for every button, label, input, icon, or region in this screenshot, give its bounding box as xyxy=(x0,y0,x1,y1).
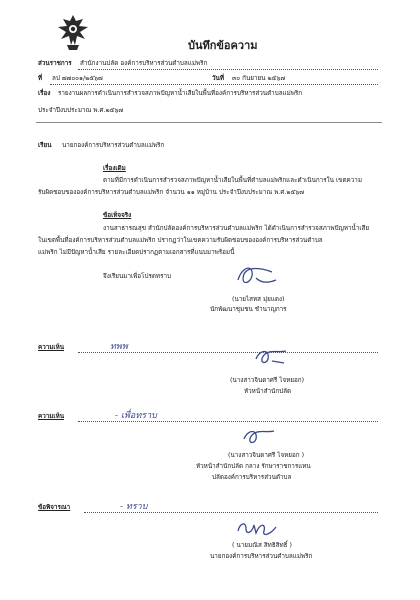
signer-3-title-1: หัวหน้าสำนักปลัด กลาง รักษาราชการแทน xyxy=(196,463,311,470)
memo-title: บันทึกข้อความ xyxy=(188,39,258,52)
signature-4-icon xyxy=(234,515,280,541)
date-label: วันที่ xyxy=(212,75,224,82)
date-value: ๓๐ กันยายน ๒๕๖๗ xyxy=(232,75,286,82)
decision-handwriting: - ทราบ xyxy=(120,502,148,512)
agency-label: ส่วนราชการ xyxy=(38,60,72,67)
signer-4-name: ( นายมณิส สิทธิสิทธิ์ ) xyxy=(232,542,292,549)
opinion-1-label: ความเห็น xyxy=(38,344,65,351)
origin-line-2: รับผิดชอบขององค์การบริหารส่วนตำบลแม่พริก จำนวน ๑๑ หมู่บ้าน ประจำปีงบประมาณ พ.ศ.๒๕๖๗ xyxy=(38,189,304,196)
to-value: นายกองค์การบริหารส่วนตำบลแม่พริก xyxy=(62,142,165,149)
ref-dotline xyxy=(50,84,378,85)
agency-dotline xyxy=(78,69,378,70)
signature-2-icon xyxy=(252,343,292,371)
opinion-1-handwriting: ทพพ xyxy=(110,342,128,352)
to-label: เรียน xyxy=(38,142,52,149)
origin-heading: เรื่องเดิม xyxy=(103,165,126,172)
signature-1-icon xyxy=(232,262,280,294)
closing-text: จึงเรียนมาเพื่อโปรดทราบ xyxy=(103,273,171,280)
signer-1-name: (นายไสหส มุ่ยแดง) xyxy=(232,296,285,303)
facts-heading: ข้อเท็จจริง xyxy=(103,212,132,219)
decision-label: ข้อพิจารณา xyxy=(38,504,71,511)
ref-value: ลป ๗๗๐๐๑/๒๕๖๗ xyxy=(52,75,103,82)
facts-line-2: ในเขตพื้นที่องค์การบริหารส่วนตำบลแม่พริก ปรากฏว่าในเขตความรับผิดชอบขององค์การบริหารส่วนตำบล xyxy=(38,237,323,244)
header-divider xyxy=(36,122,382,123)
facts-line-1: งานสาธารณสุข สำนักปลัดองค์การบริหารส่วนตำบลแม่พริก ได้ดำเนินการสำรวจสภาพปัญหาน้ำเสีย xyxy=(103,225,370,232)
garuda-emblem-icon xyxy=(55,13,91,53)
signer-2-name: (นางสาวจินดาศรี ไจหยอก) xyxy=(230,377,305,384)
signer-4-title: นายกองค์การบริหารส่วนตำบลแม่พริก xyxy=(210,553,313,560)
subject-label: เรื่อง xyxy=(38,90,51,97)
signature-3-icon xyxy=(240,425,280,449)
signer-3-title-2: ปลัดองค์การบริหารส่วนตำบล xyxy=(212,474,292,481)
agency-value: สำนักงานปลัด องค์การบริหารส่วนตำบลแม่พริก xyxy=(80,60,208,67)
subject-line-1: รายงานผลการดำเนินการสำรวจสภาพปัญหาน้ำเสียในพื้นที่องค์การบริหารส่วนตำบลแม่พริก xyxy=(58,90,303,97)
origin-line-1: ตามที่มีการดำเนินการสำรวจสภาพปัญหาน้ำเสียในพื้นที่ตำบลแม่พริกและดำเนินการใน เขตความ xyxy=(103,177,362,184)
opinion-2-handwriting: - เพื่อทราบ xyxy=(115,411,157,421)
signer-1-title: นักพัฒนาชุมชน ชำนาญการ xyxy=(210,306,287,313)
subject-line-2: ประจำปีงบประมาณ พ.ศ.๒๕๖๗ xyxy=(38,107,124,114)
signer-2-title: หัวหน้าสำนักปลัด xyxy=(244,388,292,395)
signer-3-name: (นางสาวจินดาศรี ไจหยอก ) xyxy=(228,452,305,459)
opinion-2-label: ความเห็น xyxy=(38,413,65,420)
facts-line-3: แม่พริก ไม่มีปัญหาน้ำเสีย รายละเอียดปรากฏตามเอกสารที่แนบมาพร้อมนี้ xyxy=(38,249,235,256)
ref-label: ที่ xyxy=(38,75,43,82)
